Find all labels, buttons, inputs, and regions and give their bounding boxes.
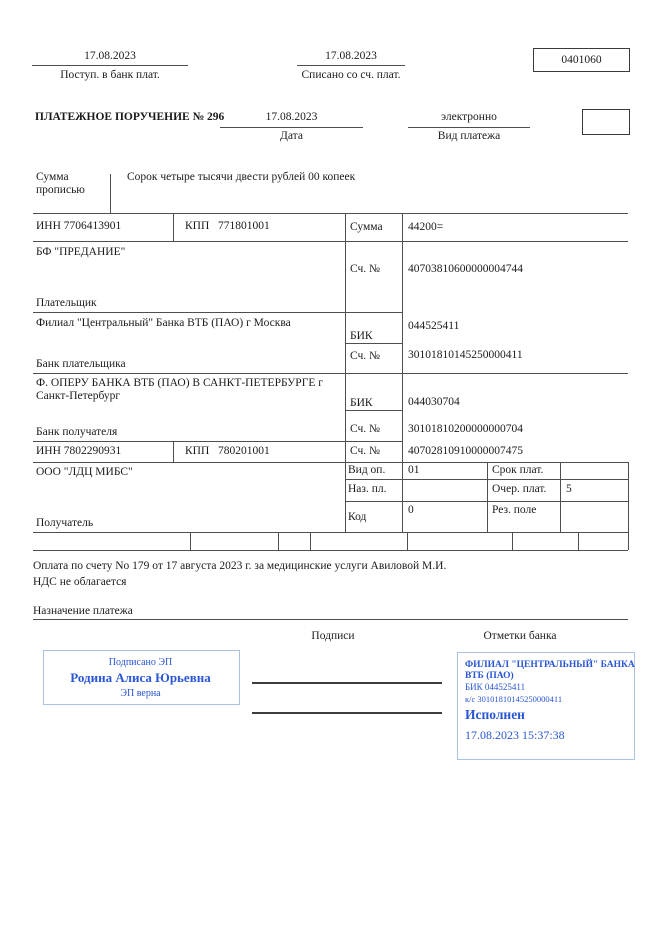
stamp-verified-label: ЭП верна	[120, 688, 161, 699]
payer-account-label: Сч. №	[350, 263, 381, 275]
grid-vline	[345, 213, 346, 532]
payee-label: Получатель	[36, 517, 94, 529]
bank-stamp-status: Исполнен	[465, 707, 525, 722]
received-in-bank-date: 17.08.2023	[84, 50, 136, 62]
bank-stamp-name-line1: ФИЛИАЛ "ЦЕНТРАЛЬНЫЙ" БАНКА	[465, 660, 635, 670]
payee-bank-label: Банк получателя	[36, 426, 118, 438]
doc-date-label: Дата	[280, 130, 303, 142]
grid-vline	[560, 462, 561, 532]
op-kind-label: Вид оп.	[348, 464, 386, 476]
payer-bank-bik-label: БИК	[350, 330, 373, 342]
due-date-label: Срок плат.	[492, 464, 544, 476]
field-underline	[297, 65, 405, 66]
signature-line	[252, 712, 442, 714]
grid-hline	[345, 343, 402, 344]
payment-kind-box	[582, 109, 630, 135]
payee-inn: ИНН 7802290931	[36, 445, 122, 457]
payer-account: 40703810600000004744	[408, 263, 523, 275]
code-value: 0	[408, 504, 414, 516]
grid-vline	[578, 532, 579, 550]
payer-kpp: 771801001	[218, 220, 270, 232]
payer-bank-account-label: Сч. №	[350, 350, 381, 362]
priority-value: 5	[566, 483, 572, 495]
grid-hline	[33, 312, 402, 313]
grid-hline	[33, 373, 628, 374]
signatures-label: Подписи	[311, 630, 355, 642]
signature-line	[252, 682, 442, 684]
grid-hline	[33, 213, 628, 214]
grid-vline	[190, 532, 191, 550]
payer-bank-label: Банк плательщика	[36, 358, 126, 370]
debited-label: Списано со сч. плат.	[301, 69, 401, 81]
payer-name: БФ "ПРЕДАНИЕ"	[36, 246, 126, 258]
amount-words: Сорок четыре тысячи двести рублей 00 копеек	[127, 171, 356, 183]
received-in-bank-label: Поступ. в банк плат.	[60, 69, 160, 81]
payer-bank-name: Филиал "Центральный" Банка ВТБ (ПАО) г Москва	[36, 317, 291, 329]
payee-bank-bik-label: БИК	[350, 397, 373, 409]
grid-vline	[110, 174, 111, 213]
payer-label: Плательщик	[36, 297, 97, 309]
grid-vline	[173, 441, 174, 462]
payer-bank-bik: 044525411	[408, 320, 460, 332]
stamp-signed-label: Подписано ЭП	[108, 657, 173, 668]
payer-kpp-label: КПП	[185, 220, 210, 232]
payee-name: ООО "ЛДЦ МИБС"	[36, 466, 133, 478]
grid-vline	[512, 532, 513, 550]
grid-vline	[487, 462, 488, 532]
priority-label: Очер. плат.	[492, 483, 547, 495]
grid-hline	[345, 410, 402, 411]
payee-bank-bik: 044030704	[408, 396, 460, 408]
field-underline	[33, 619, 628, 620]
purpose-label: Назначение платежа	[33, 605, 133, 617]
bank-stamp-bik: БИК 044525411	[465, 682, 526, 692]
payee-account: 40702810910000007475	[408, 445, 523, 457]
bank-stamp-name-line2: ВТБ (ПАО)	[465, 671, 514, 681]
purpose-line1: Оплата по счету No 179 от 17 августа 2023 г. за медицинские услуги Авиловой М.И.	[33, 560, 447, 572]
field-underline	[408, 127, 530, 128]
form-code-box	[533, 48, 630, 72]
payee-kpp: 780201001	[218, 445, 270, 457]
bank-stamp-corr-account: к/с 30101810145250000411	[465, 694, 563, 704]
amount-label: Сумма	[350, 221, 383, 233]
purpose-line2: НДС не облагается	[33, 576, 127, 588]
field-underline	[220, 127, 363, 128]
amount-value: 44200=	[408, 221, 444, 233]
grid-vline	[402, 213, 403, 532]
grid-vline	[310, 532, 311, 550]
grid-hline	[33, 441, 402, 442]
doc-title: ПЛАТЕЖНОЕ ПОРУЧЕНИЕ № 296	[35, 111, 225, 123]
doc-date: 17.08.2023	[265, 111, 318, 123]
payee-bank-account-label: Сч. №	[350, 423, 381, 435]
grid-hline	[33, 550, 628, 551]
payer-inn: ИНН 7706413901	[36, 220, 122, 232]
grid-vline	[628, 462, 629, 550]
grid-hline	[33, 462, 628, 463]
bank-marks-label: Отметки банка	[483, 630, 557, 642]
form-code: 0401060	[561, 54, 602, 66]
field-underline	[32, 65, 188, 66]
payee-bank-name: Ф. ОПЕРУ БАНКА ВТБ (ПАО) В САНКТ-ПЕТЕРБУРГЕ г Санкт-Петербург	[36, 377, 323, 402]
payee-bank-account: 30101810200000000704	[408, 423, 523, 435]
payment-kind-value: электронно	[441, 111, 497, 123]
code-label: Код	[348, 511, 367, 523]
stamp-signer-name: Родина Алиса Юрьевна	[70, 670, 211, 685]
payer-bank-account: 30101810145250000411	[408, 349, 523, 361]
grid-vline	[173, 213, 174, 241]
reserve-field-label: Рез. поле	[492, 504, 537, 516]
amount-words-label: Сумма прописью	[36, 171, 85, 196]
grid-vline	[407, 532, 408, 550]
debited-date: 17.08.2023	[325, 50, 377, 62]
grid-hline	[33, 532, 628, 533]
purpose-code-label: Наз. пл.	[348, 483, 387, 495]
op-kind-value: 01	[408, 464, 420, 476]
grid-vline	[278, 532, 279, 550]
payee-kpp-label: КПП	[185, 445, 210, 457]
grid-hline	[33, 241, 628, 242]
bank-stamp-datetime: 17.08.2023 15:37:38	[465, 728, 565, 742]
payee-account-label: Сч. №	[350, 445, 381, 457]
payment-kind-label: Вид платежа	[437, 130, 501, 142]
